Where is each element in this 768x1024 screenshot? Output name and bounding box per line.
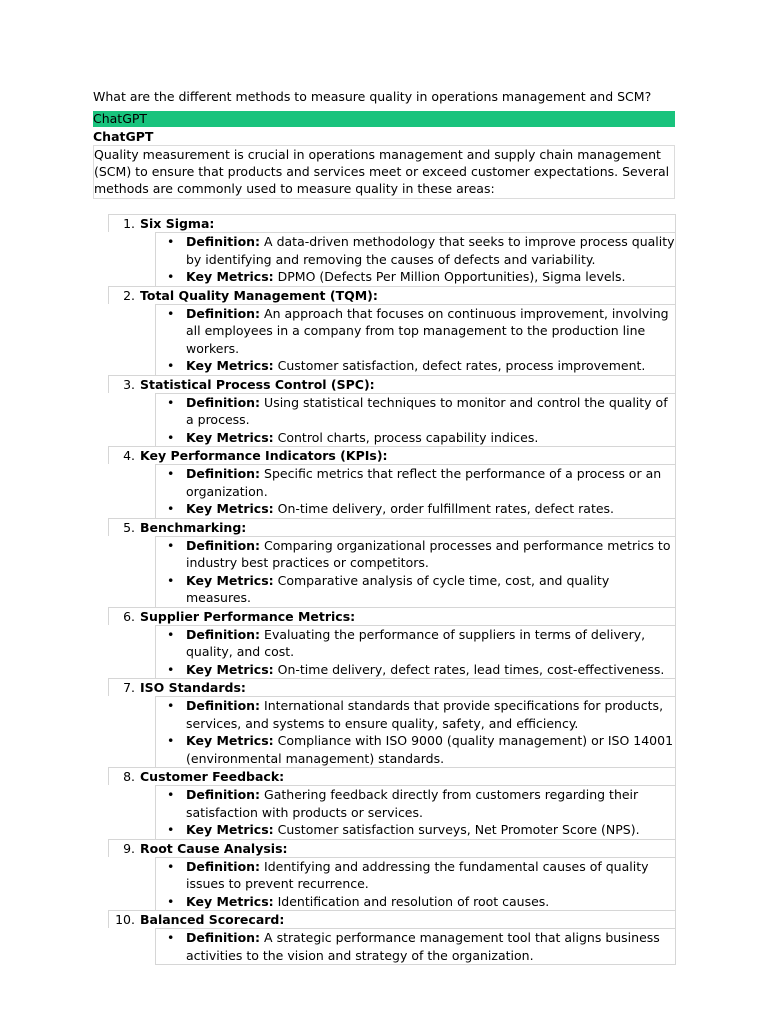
metrics-bullet (156, 732, 675, 767)
item-details (155, 232, 676, 286)
list-item (108, 375, 676, 447)
item-details (155, 785, 676, 839)
metrics-text: DPMO (Defects Per Million Opportunities), Sigma levels. (277, 269, 626, 284)
bullet-dot: • (167, 572, 175, 588)
list-item (108, 678, 676, 767)
metrics-bullet (156, 268, 675, 286)
metrics-text: Compliance with ISO 9000 (quality management) or ISO 14001 (environmental management) standards. (186, 733, 674, 766)
list-item (108, 607, 676, 679)
list-item-header (108, 286, 676, 304)
definition-text: Evaluating the performance of suppliers in terms of delivery, quality, and cost. (186, 626, 646, 659)
methods-list (108, 214, 676, 965)
definition-label: Definition: (186, 626, 261, 642)
bullet-dot: • (167, 269, 175, 284)
definition-bullet (156, 233, 675, 268)
metrics-text: Customer satisfaction, defect rates, process improvement. (277, 358, 646, 373)
bullet-dot: • (167, 822, 175, 837)
list-item (108, 518, 676, 607)
list-item-header (108, 678, 676, 696)
bullet-dot: • (167, 305, 175, 321)
definition-text: Comparing organizational processes and performance metrics to industry best practices or competitors. (186, 537, 671, 570)
definition-bullet (156, 858, 675, 893)
bullet-dot: • (167, 429, 175, 445)
metrics-label: Key Metrics: (186, 269, 274, 284)
item-number: 4. (123, 448, 135, 463)
metrics-bullet (156, 357, 675, 375)
bullet-dot: • (167, 537, 175, 553)
metrics-text: On-time delivery, order fulfillment rates, defect rates. (277, 501, 615, 516)
list-item-header (108, 518, 676, 536)
list-item (108, 446, 676, 518)
item-title: Key Performance Indicators (KPIs): (140, 448, 388, 463)
item-details (155, 536, 676, 607)
item-title: ISO Standards: (140, 680, 246, 695)
item-title: Supplier Performance Metrics: (140, 608, 356, 624)
metrics-bullet (156, 893, 675, 911)
item-number: 5. (123, 519, 135, 535)
list-item (108, 839, 676, 911)
item-title: Benchmarking: (140, 519, 247, 535)
metrics-bullet (156, 661, 675, 679)
intro-paragraph: Quality measurement is crucial in operations management and supply chain management (SCM) to ensure that products and services meet or exceed customer expectations. Several methods are commonly used to measure quality in these areas: (93, 145, 675, 199)
definition-label: Definition: (186, 930, 261, 945)
metrics-text: Identification and resolution of root causes. (277, 893, 550, 909)
metrics-bullet (156, 572, 675, 607)
bullet-dot: • (167, 733, 175, 748)
bullet-dot: • (167, 358, 175, 373)
bullet-dot: • (167, 698, 175, 713)
definition-text: Identifying and addressing the fundamental causes of quality issues to prevent recurrence. (186, 858, 649, 891)
item-details (155, 393, 676, 447)
item-number: 9. (123, 840, 135, 856)
definition-bullet (156, 394, 675, 429)
definition-text: A strategic performance management tool that aligns business activities to the vision and strategy of the organization. (186, 930, 660, 963)
item-number: 2. (123, 287, 135, 303)
definition-label: Definition: (186, 466, 261, 481)
definition-label: Definition: (186, 787, 261, 802)
bullet-dot: • (167, 501, 175, 516)
list-item (108, 214, 676, 286)
definition-label: Definition: (186, 234, 261, 249)
list-item-header (108, 767, 676, 785)
bullet-dot: • (167, 626, 175, 642)
definition-bullet (156, 786, 675, 821)
metrics-bullet (156, 429, 675, 447)
definition-label: Definition: (186, 394, 261, 410)
definition-text: A data-driven methodology that seeks to improve process quality by identifying and removing the causes of defects and variability. (186, 234, 675, 267)
item-number: 10. (115, 912, 135, 927)
list-item (108, 286, 676, 375)
definition-bullet (156, 305, 675, 358)
bullet-dot: • (167, 394, 175, 410)
metrics-text: Customer satisfaction surveys, Net Promoter Score (NPS). (277, 822, 640, 837)
item-details (155, 928, 676, 965)
item-title: Total Quality Management (TQM): (140, 287, 378, 303)
definition-text: International standards that provide specifications for products, services, and systems to ensure quality, safety, and efficiency. (186, 698, 664, 731)
metrics-label: Key Metrics: (186, 429, 274, 445)
chatgpt-header-bar: ChatGPT (93, 111, 675, 127)
item-number: 1. (123, 216, 135, 231)
list-item-header (108, 839, 676, 857)
item-number: 3. (123, 376, 135, 392)
metrics-text: On-time delivery, defect rates, lead times, cost-effectiveness. (277, 661, 665, 677)
definition-label: Definition: (186, 305, 261, 321)
list-item-header (108, 607, 676, 625)
bullet-dot: • (167, 661, 175, 677)
bullet-dot: • (167, 787, 175, 802)
metrics-text: Comparative analysis of cycle time, cost, and quality measures. (186, 572, 610, 605)
item-number: 8. (123, 769, 135, 784)
item-title: Balanced Scorecard: (140, 912, 285, 927)
item-number: 7. (123, 680, 135, 695)
metrics-label: Key Metrics: (186, 893, 274, 909)
item-title: Six Sigma: (140, 216, 215, 231)
metrics-label: Key Metrics: (186, 358, 274, 373)
item-title: Customer Feedback: (140, 769, 285, 784)
definition-text: An approach that focuses on continuous improvement, involving all employees in a company from top management to the production line workers. (186, 305, 669, 356)
definition-bullet (156, 626, 675, 661)
metrics-label: Key Metrics: (186, 661, 274, 677)
bullet-dot: • (167, 234, 175, 249)
definition-bullet (156, 697, 675, 732)
definition-label: Definition: (186, 698, 261, 713)
bullet-dot: • (167, 893, 175, 909)
definition-bullet (156, 537, 675, 572)
item-details (155, 304, 676, 375)
metrics-label: Key Metrics: (186, 822, 274, 837)
item-number: 6. (123, 608, 135, 624)
metrics-label: Key Metrics: (186, 501, 274, 516)
item-title: Root Cause Analysis: (140, 840, 288, 856)
definition-label: Definition: (186, 858, 261, 874)
bullet-dot: • (167, 930, 175, 945)
definition-label: Definition: (186, 537, 261, 553)
metrics-text: Control charts, process capability indices. (277, 429, 539, 445)
list-item (108, 767, 676, 839)
list-item (108, 910, 676, 965)
item-details (155, 857, 676, 911)
metrics-label: Key Metrics: (186, 572, 274, 588)
definition-text: Using statistical techniques to monitor and control the quality of a process. (186, 394, 668, 427)
definition-text: Gathering feedback directly from customers regarding their satisfaction with products or services. (186, 787, 639, 820)
metrics-bullet (156, 821, 675, 839)
item-details (155, 464, 676, 518)
list-item-header (108, 214, 676, 232)
bullet-dot: • (167, 858, 175, 874)
definition-bullet (156, 929, 675, 964)
item-title: Statistical Process Control (SPC): (140, 376, 375, 392)
definition-text: Specific metrics that reflect the performance of a process or an organization. (186, 466, 662, 499)
question-text: What are the different methods to measure quality in operations management and SCM? (93, 89, 652, 104)
item-details (155, 625, 676, 679)
list-item-header (108, 375, 676, 393)
metrics-bullet (156, 500, 675, 518)
item-details (155, 696, 676, 767)
list-item-header (108, 910, 676, 928)
metrics-label: Key Metrics: (186, 733, 274, 748)
list-item-header (108, 446, 676, 464)
definition-bullet (156, 465, 675, 500)
author-label: ChatGPT (93, 129, 154, 144)
bullet-dot: • (167, 466, 175, 481)
